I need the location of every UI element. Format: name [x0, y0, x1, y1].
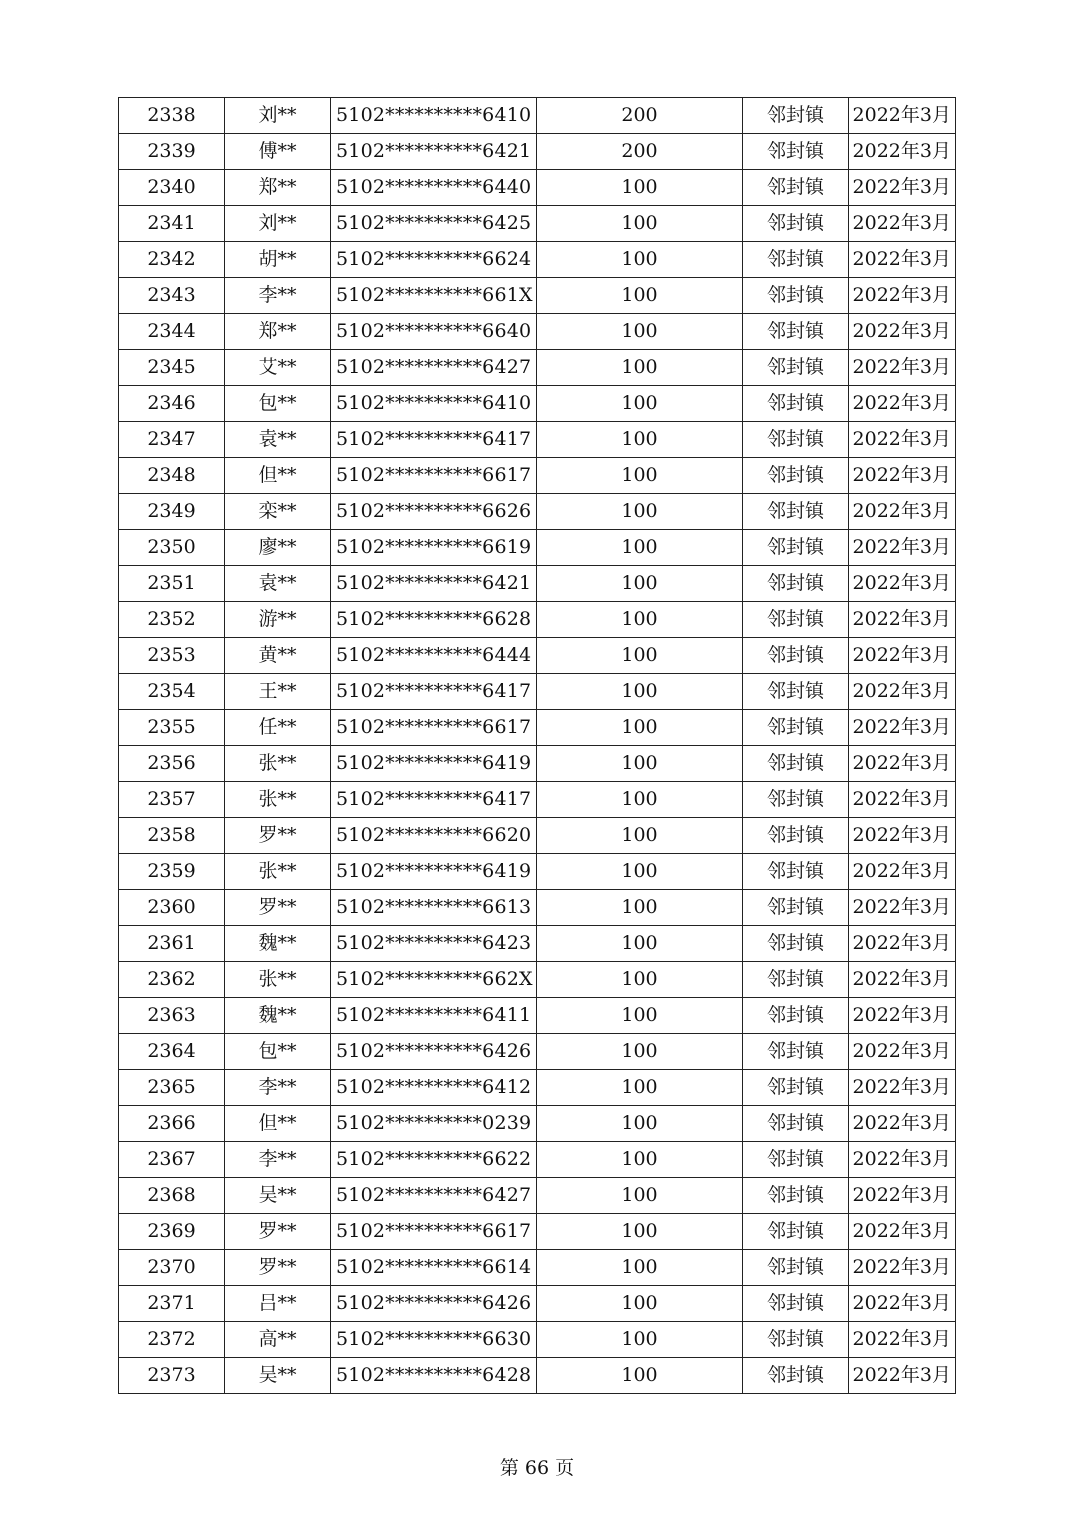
name-cell: 傅** [225, 134, 331, 170]
town-cell: 邻封镇 [743, 530, 849, 566]
id-number-cell: 5102**********6411 [331, 998, 537, 1034]
row-number-cell: 2348 [119, 458, 225, 494]
date-cell: 2022年3月 [849, 458, 956, 494]
date-cell: 2022年3月 [849, 638, 956, 674]
amount-cell: 100 [537, 818, 743, 854]
amount-cell: 100 [537, 386, 743, 422]
id-number-cell: 5102**********6412 [331, 1070, 537, 1106]
row-number-cell: 2350 [119, 530, 225, 566]
id-number-cell: 5102**********6426 [331, 1286, 537, 1322]
table-row [119, 386, 956, 422]
row-number-cell: 2344 [119, 314, 225, 350]
date-cell: 2022年3月 [849, 242, 956, 278]
amount-cell: 100 [537, 1358, 743, 1394]
name-cell: 但** [225, 1106, 331, 1142]
table-row [119, 998, 956, 1034]
town-cell: 邻封镇 [743, 566, 849, 602]
table-row [119, 1286, 956, 1322]
amount-cell: 100 [537, 458, 743, 494]
id-number-cell: 5102**********6617 [331, 458, 537, 494]
id-number-cell: 5102**********6417 [331, 782, 537, 818]
amount-cell: 100 [537, 530, 743, 566]
table-row [119, 350, 956, 386]
table-row [119, 1070, 956, 1106]
table-row [119, 782, 956, 818]
town-cell: 邻封镇 [743, 278, 849, 314]
id-number-cell: 5102**********6617 [331, 1214, 537, 1250]
amount-cell: 100 [537, 314, 743, 350]
date-cell: 2022年3月 [849, 1214, 956, 1250]
id-number-cell: 5102**********661X [331, 278, 537, 314]
id-number-cell: 5102**********6419 [331, 854, 537, 890]
amount-cell: 100 [537, 1250, 743, 1286]
id-number-cell: 5102**********6617 [331, 710, 537, 746]
town-cell: 邻封镇 [743, 854, 849, 890]
row-number-cell: 2360 [119, 890, 225, 926]
name-cell: 郑** [225, 170, 331, 206]
table-row [119, 746, 956, 782]
name-cell: 包** [225, 386, 331, 422]
id-number-cell: 5102**********6619 [331, 530, 537, 566]
amount-cell: 100 [537, 926, 743, 962]
id-number-cell: 5102**********6428 [331, 1358, 537, 1394]
row-number-cell: 2372 [119, 1322, 225, 1358]
amount-cell: 100 [537, 566, 743, 602]
name-cell: 刘** [225, 98, 331, 134]
row-number-cell: 2354 [119, 674, 225, 710]
date-cell: 2022年3月 [849, 602, 956, 638]
table-row [119, 1034, 956, 1070]
name-cell: 栾** [225, 494, 331, 530]
id-number-cell: 5102**********6423 [331, 926, 537, 962]
row-number-cell: 2355 [119, 710, 225, 746]
table-row [119, 458, 956, 494]
id-number-cell: 5102**********6425 [331, 206, 537, 242]
table-row [119, 674, 956, 710]
town-cell: 邻封镇 [743, 98, 849, 134]
row-number-cell: 2347 [119, 422, 225, 458]
row-number-cell: 2365 [119, 1070, 225, 1106]
id-number-cell: 5102**********6613 [331, 890, 537, 926]
amount-cell: 100 [537, 710, 743, 746]
name-cell: 罗** [225, 1250, 331, 1286]
row-number-cell: 2371 [119, 1286, 225, 1322]
amount-cell: 200 [537, 98, 743, 134]
table-row [119, 818, 956, 854]
row-number-cell: 2341 [119, 206, 225, 242]
date-cell: 2022年3月 [849, 170, 956, 206]
row-number-cell: 2345 [119, 350, 225, 386]
id-number-cell: 5102**********6426 [331, 1034, 537, 1070]
town-cell: 邻封镇 [743, 890, 849, 926]
row-number-cell: 2370 [119, 1250, 225, 1286]
date-cell: 2022年3月 [849, 1286, 956, 1322]
town-cell: 邻封镇 [743, 710, 849, 746]
name-cell: 张** [225, 854, 331, 890]
name-cell: 袁** [225, 566, 331, 602]
town-cell: 邻封镇 [743, 1142, 849, 1178]
name-cell: 张** [225, 962, 331, 998]
table-row [119, 278, 956, 314]
town-cell: 邻封镇 [743, 998, 849, 1034]
amount-cell: 100 [537, 674, 743, 710]
town-cell: 邻封镇 [743, 242, 849, 278]
id-number-cell: 5102**********6417 [331, 674, 537, 710]
town-cell: 邻封镇 [743, 314, 849, 350]
amount-cell: 100 [537, 278, 743, 314]
name-cell: 吕** [225, 1286, 331, 1322]
date-cell: 2022年3月 [849, 710, 956, 746]
date-cell: 2022年3月 [849, 962, 956, 998]
town-cell: 邻封镇 [743, 1070, 849, 1106]
table-row [119, 1214, 956, 1250]
town-cell: 邻封镇 [743, 206, 849, 242]
table-row [119, 494, 956, 530]
town-cell: 邻封镇 [743, 458, 849, 494]
date-cell: 2022年3月 [849, 422, 956, 458]
date-cell: 2022年3月 [849, 890, 956, 926]
date-cell: 2022年3月 [849, 926, 956, 962]
name-cell: 吴** [225, 1358, 331, 1394]
name-cell: 郑** [225, 314, 331, 350]
row-number-cell: 2352 [119, 602, 225, 638]
id-number-cell: 5102**********0239 [331, 1106, 537, 1142]
table-row [119, 602, 956, 638]
row-number-cell: 2338 [119, 98, 225, 134]
id-number-cell: 5102**********6410 [331, 98, 537, 134]
date-cell: 2022年3月 [849, 674, 956, 710]
id-number-cell: 5102**********6622 [331, 1142, 537, 1178]
id-number-cell: 5102**********6626 [331, 494, 537, 530]
amount-cell: 100 [537, 638, 743, 674]
row-number-cell: 2364 [119, 1034, 225, 1070]
date-cell: 2022年3月 [849, 494, 956, 530]
date-cell: 2022年3月 [849, 278, 956, 314]
row-number-cell: 2357 [119, 782, 225, 818]
town-cell: 邻封镇 [743, 1178, 849, 1214]
id-number-cell: 5102**********6440 [331, 170, 537, 206]
name-cell: 罗** [225, 818, 331, 854]
row-number-cell: 2373 [119, 1358, 225, 1394]
name-cell: 李** [225, 1070, 331, 1106]
table-row [119, 242, 956, 278]
id-number-cell: 5102**********6421 [331, 566, 537, 602]
town-cell: 邻封镇 [743, 1322, 849, 1358]
table-row [119, 566, 956, 602]
table-row [119, 1142, 956, 1178]
town-cell: 邻封镇 [743, 1286, 849, 1322]
row-number-cell: 2340 [119, 170, 225, 206]
row-number-cell: 2368 [119, 1178, 225, 1214]
id-number-cell: 5102**********6640 [331, 314, 537, 350]
name-cell: 廖** [225, 530, 331, 566]
town-cell: 邻封镇 [743, 386, 849, 422]
id-number-cell: 5102**********6427 [331, 1178, 537, 1214]
town-cell: 邻封镇 [743, 674, 849, 710]
date-cell: 2022年3月 [849, 1322, 956, 1358]
table-row [119, 1106, 956, 1142]
date-cell: 2022年3月 [849, 386, 956, 422]
date-cell: 2022年3月 [849, 1358, 956, 1394]
amount-cell: 100 [537, 998, 743, 1034]
row-number-cell: 2358 [119, 818, 225, 854]
table-row [119, 206, 956, 242]
town-cell: 邻封镇 [743, 1106, 849, 1142]
amount-cell: 100 [537, 170, 743, 206]
id-number-cell: 5102**********6421 [331, 134, 537, 170]
town-cell: 邻封镇 [743, 638, 849, 674]
amount-cell: 100 [537, 1322, 743, 1358]
table-row [119, 1250, 956, 1286]
date-cell: 2022年3月 [849, 566, 956, 602]
row-number-cell: 2343 [119, 278, 225, 314]
amount-cell: 100 [537, 494, 743, 530]
town-cell: 邻封镇 [743, 134, 849, 170]
row-number-cell: 2349 [119, 494, 225, 530]
name-cell: 张** [225, 746, 331, 782]
name-cell: 包** [225, 1034, 331, 1070]
row-number-cell: 2353 [119, 638, 225, 674]
row-number-cell: 2346 [119, 386, 225, 422]
name-cell: 吴** [225, 1178, 331, 1214]
name-cell: 游** [225, 602, 331, 638]
row-number-cell: 2361 [119, 926, 225, 962]
date-cell: 2022年3月 [849, 1070, 956, 1106]
date-cell: 2022年3月 [849, 1034, 956, 1070]
amount-cell: 100 [537, 854, 743, 890]
town-cell: 邻封镇 [743, 1034, 849, 1070]
name-cell: 刘** [225, 206, 331, 242]
amount-cell: 100 [537, 1142, 743, 1178]
date-cell: 2022年3月 [849, 206, 956, 242]
amount-cell: 100 [537, 422, 743, 458]
table-row [119, 710, 956, 746]
name-cell: 李** [225, 278, 331, 314]
table-row [119, 854, 956, 890]
date-cell: 2022年3月 [849, 1106, 956, 1142]
date-cell: 2022年3月 [849, 350, 956, 386]
row-number-cell: 2356 [119, 746, 225, 782]
town-cell: 邻封镇 [743, 818, 849, 854]
table-row [119, 98, 956, 134]
town-cell: 邻封镇 [743, 602, 849, 638]
amount-cell: 100 [537, 242, 743, 278]
id-number-cell: 5102**********6427 [331, 350, 537, 386]
date-cell: 2022年3月 [849, 1142, 956, 1178]
id-number-cell: 5102**********6628 [331, 602, 537, 638]
row-number-cell: 2359 [119, 854, 225, 890]
id-number-cell: 5102**********6630 [331, 1322, 537, 1358]
id-number-cell: 5102**********6624 [331, 242, 537, 278]
date-cell: 2022年3月 [849, 530, 956, 566]
id-number-cell: 5102**********6419 [331, 746, 537, 782]
table-row [119, 170, 956, 206]
row-number-cell: 2366 [119, 1106, 225, 1142]
id-number-cell: 5102**********6444 [331, 638, 537, 674]
name-cell: 李** [225, 1142, 331, 1178]
name-cell: 魏** [225, 926, 331, 962]
date-cell: 2022年3月 [849, 854, 956, 890]
row-number-cell: 2351 [119, 566, 225, 602]
page-number: 第 66 页 [499, 1457, 575, 1479]
amount-cell: 100 [537, 782, 743, 818]
date-cell: 2022年3月 [849, 998, 956, 1034]
table-row [119, 962, 956, 998]
name-cell: 任** [225, 710, 331, 746]
table-row [119, 134, 956, 170]
amount-cell: 100 [537, 1214, 743, 1250]
table-row [119, 890, 956, 926]
table-row [119, 638, 956, 674]
date-cell: 2022年3月 [849, 314, 956, 350]
amount-cell: 100 [537, 350, 743, 386]
row-number-cell: 2367 [119, 1142, 225, 1178]
date-cell: 2022年3月 [849, 1250, 956, 1286]
town-cell: 邻封镇 [743, 1250, 849, 1286]
name-cell: 王** [225, 674, 331, 710]
id-number-cell: 5102**********6410 [331, 386, 537, 422]
amount-cell: 100 [537, 890, 743, 926]
amount-cell: 100 [537, 1286, 743, 1322]
town-cell: 邻封镇 [743, 926, 849, 962]
id-number-cell: 5102**********6417 [331, 422, 537, 458]
town-cell: 邻封镇 [743, 422, 849, 458]
town-cell: 邻封镇 [743, 746, 849, 782]
date-cell: 2022年3月 [849, 134, 956, 170]
amount-cell: 100 [537, 1106, 743, 1142]
table-row [119, 1322, 956, 1358]
amount-cell: 100 [537, 206, 743, 242]
amount-cell: 100 [537, 962, 743, 998]
id-number-cell: 5102**********6614 [331, 1250, 537, 1286]
subsidy-roster-table [118, 97, 956, 1394]
amount-cell: 100 [537, 1178, 743, 1214]
name-cell: 高** [225, 1322, 331, 1358]
row-number-cell: 2363 [119, 998, 225, 1034]
table-row [119, 314, 956, 350]
amount-cell: 100 [537, 746, 743, 782]
row-number-cell: 2339 [119, 134, 225, 170]
town-cell: 邻封镇 [743, 1214, 849, 1250]
date-cell: 2022年3月 [849, 782, 956, 818]
name-cell: 胡** [225, 242, 331, 278]
name-cell: 魏** [225, 998, 331, 1034]
roster-body [119, 98, 956, 1394]
town-cell: 邻封镇 [743, 962, 849, 998]
table-row [119, 530, 956, 566]
name-cell: 罗** [225, 890, 331, 926]
name-cell: 但** [225, 458, 331, 494]
name-cell: 艾** [225, 350, 331, 386]
amount-cell: 100 [537, 1070, 743, 1106]
row-number-cell: 2342 [119, 242, 225, 278]
town-cell: 邻封镇 [743, 350, 849, 386]
row-number-cell: 2362 [119, 962, 225, 998]
name-cell: 黄** [225, 638, 331, 674]
amount-cell: 100 [537, 1034, 743, 1070]
table-row [119, 1358, 956, 1394]
date-cell: 2022年3月 [849, 746, 956, 782]
amount-cell: 200 [537, 134, 743, 170]
table-row [119, 926, 956, 962]
name-cell: 罗** [225, 1214, 331, 1250]
id-number-cell: 5102**********662X [331, 962, 537, 998]
town-cell: 邻封镇 [743, 782, 849, 818]
date-cell: 2022年3月 [849, 1178, 956, 1214]
table-row [119, 1178, 956, 1214]
town-cell: 邻封镇 [743, 170, 849, 206]
town-cell: 邻封镇 [743, 494, 849, 530]
name-cell: 袁** [225, 422, 331, 458]
id-number-cell: 5102**********6620 [331, 818, 537, 854]
row-number-cell: 2369 [119, 1214, 225, 1250]
amount-cell: 100 [537, 602, 743, 638]
date-cell: 2022年3月 [849, 818, 956, 854]
date-cell: 2022年3月 [849, 98, 956, 134]
table-row [119, 422, 956, 458]
town-cell: 邻封镇 [743, 1358, 849, 1394]
name-cell: 张** [225, 782, 331, 818]
